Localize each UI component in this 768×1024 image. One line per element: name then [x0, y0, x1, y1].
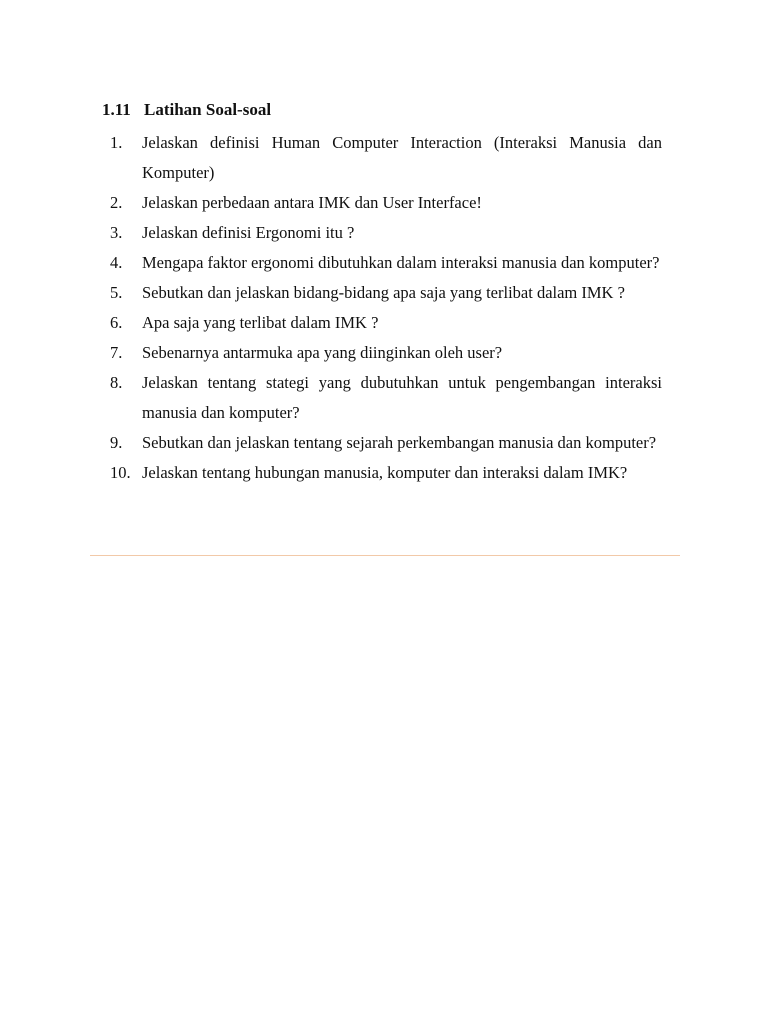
question-item — [110, 188, 662, 218]
question-item — [110, 278, 662, 308]
question-item — [110, 248, 662, 278]
question-number: 9. — [110, 433, 123, 452]
question-number: 3. — [110, 223, 123, 242]
question-list — [110, 128, 662, 488]
section-heading — [102, 98, 662, 124]
question-text: Sebutkan dan jelaskan tentang sejarah perkembangan manusia dan komputer? — [142, 433, 657, 452]
question-text: Jelaskan perbedaan antara IMK dan User Interface! — [142, 193, 482, 212]
question-number: 5. — [110, 283, 123, 302]
question-text: Jelaskan definisi Human Computer Interaction (Interaksi Manusia dan Komputer) — [142, 133, 662, 182]
question-number: 6. — [110, 313, 123, 332]
question-number: 1. — [110, 133, 123, 152]
question-text: Jelaskan tentang hubungan manusia, komputer dan interaksi dalam IMK? — [142, 463, 628, 482]
question-item — [110, 218, 662, 248]
question-item — [110, 338, 662, 368]
question-item — [110, 368, 662, 428]
question-number: 8. — [110, 373, 123, 392]
section-number: 1.11 — [102, 100, 131, 119]
question-text: Sebutkan dan jelaskan bidang-bidang apa saja yang terlibat dalam IMK ? — [142, 283, 625, 302]
question-number: 7. — [110, 343, 123, 362]
question-item — [110, 458, 662, 488]
question-item — [110, 128, 662, 188]
section-divider — [90, 555, 680, 556]
question-number: 10. — [110, 463, 131, 482]
question-text: Jelaskan tentang stategi yang dubutuhkan untuk pengembangan interaksi manusia dan komputer? — [142, 373, 662, 422]
section-title: Latihan Soal-soal — [144, 100, 272, 119]
exercise-section — [102, 98, 662, 482]
question-text: Jelaskan definisi Ergonomi itu ? — [142, 223, 355, 242]
question-text: Sebenarnya antarmuka apa yang diinginkan oleh user? — [142, 343, 503, 362]
question-number: 4. — [110, 253, 123, 272]
question-item — [110, 308, 662, 338]
question-text: Mengapa faktor ergonomi dibutuhkan dalam interaksi manusia dan komputer? — [142, 253, 660, 272]
question-text: Apa saja yang terlibat dalam IMK ? — [142, 313, 379, 332]
question-item — [110, 428, 662, 458]
question-number: 2. — [110, 193, 123, 212]
